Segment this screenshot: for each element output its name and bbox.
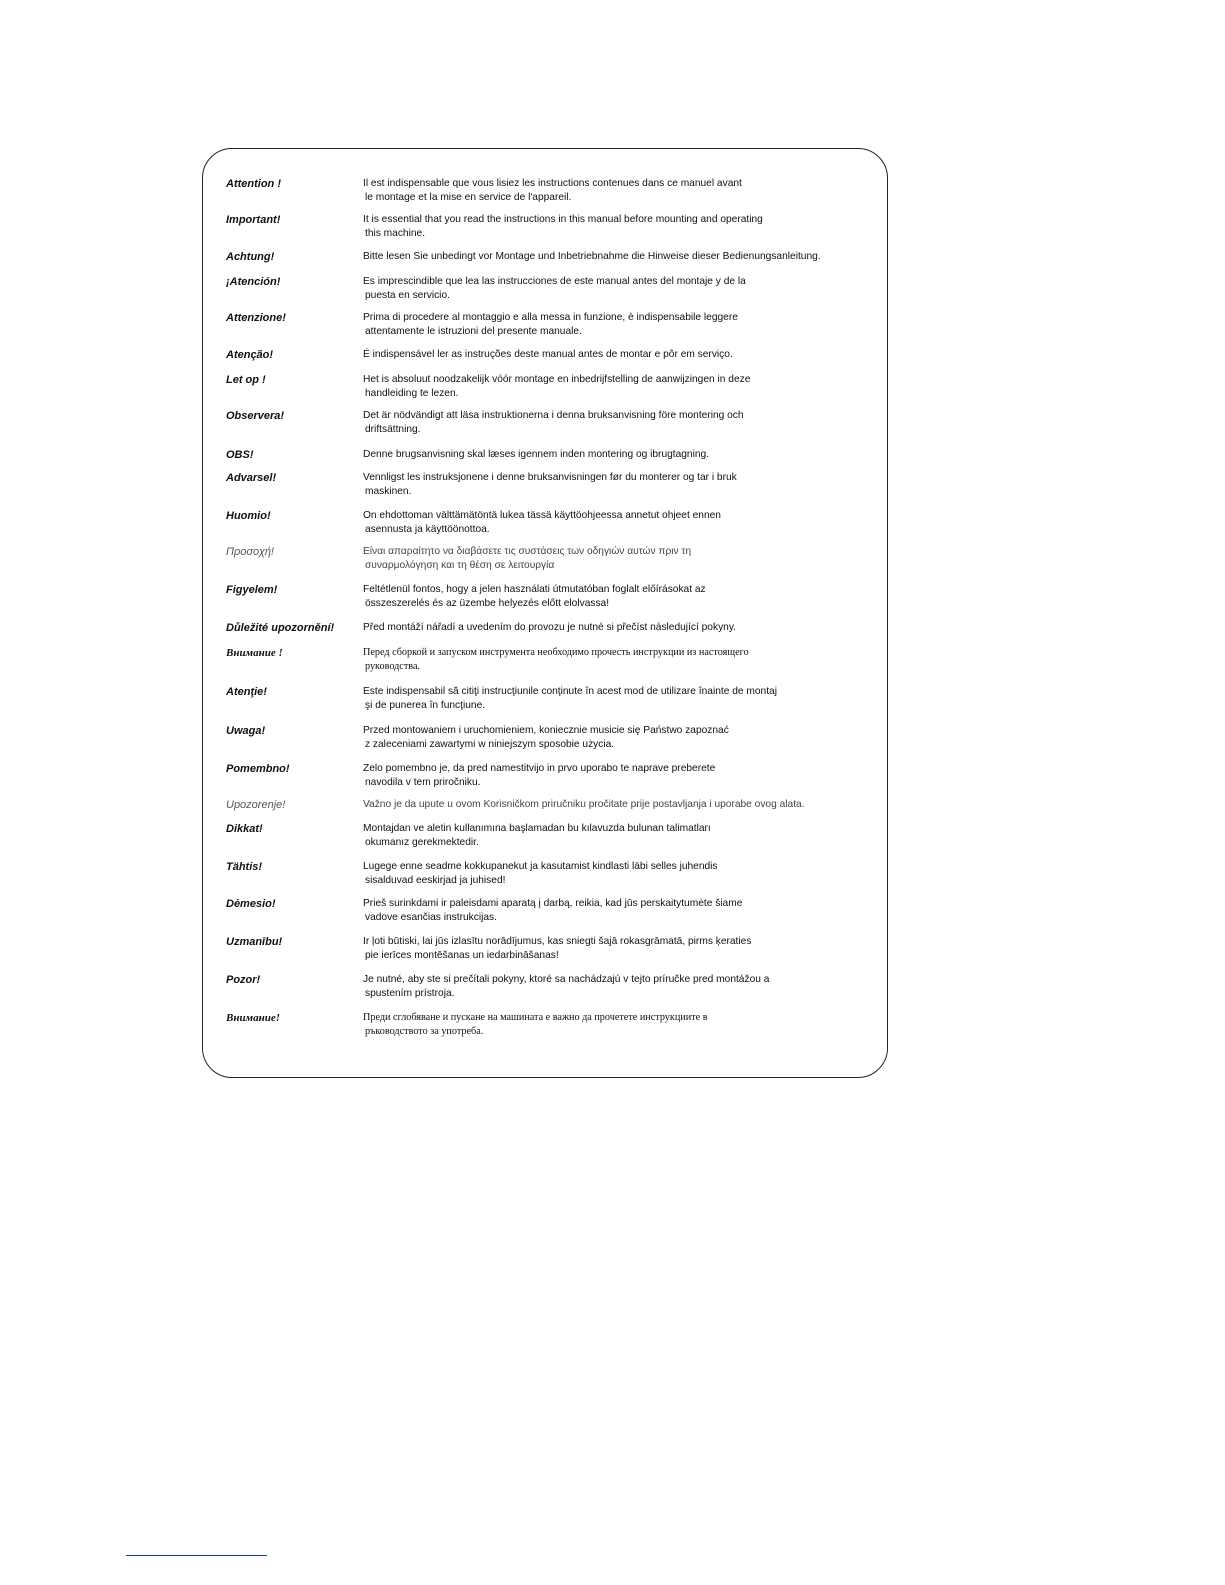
warning-label: Attention ! (226, 178, 281, 190)
warning-text (363, 373, 873, 401)
warning-text-line: Είναι απαραίτητο να διαβάσετε τις συστάσεις των οδηγιών αυτών πριν τη (363, 546, 692, 557)
warning-text-line: asennusta ja käyttöönottoa. (365, 524, 490, 535)
warning-text-line: Denne brugsanvisning skal læses igennem inden montering og ibrugtagning. (363, 449, 710, 460)
warning-label: Uzmanību! (226, 936, 283, 948)
warning-text (363, 471, 873, 499)
warning-text (363, 177, 873, 205)
warning-text-line: vadove esančias instrukcijas. (365, 912, 497, 923)
warning-label: Uwaga! (226, 725, 266, 737)
warning-text (363, 973, 873, 1001)
warning-text-line: navodila v tem priročniku. (365, 777, 481, 788)
warning-text-line: pie ierīces montēšanas un iedarbināšanas! (365, 950, 559, 961)
warning-label: Tähtis! (226, 861, 263, 873)
warning-text-line: Vennligst les instruksjonene i denne bruksanvisningen før du monterer og tar i bruk (363, 472, 737, 483)
warning-text-line: maskinen. (365, 486, 412, 497)
warning-text (363, 509, 873, 537)
warning-label: OBS! (226, 449, 254, 461)
warning-label: Observera! (226, 410, 285, 422)
warning-text-line: le montage et la mise en service de l'appareil. (365, 192, 572, 203)
warning-text-line: On ehdottoman välttämätöntä lukea tässä käyttöohjeessa annetut ohjeet ennen (363, 510, 721, 521)
warning-label: Důležité upozornění! (226, 622, 335, 634)
warning-text-line: spustením prístroja. (365, 988, 455, 999)
warning-text (363, 448, 873, 462)
warning-text-line: Det är nödvändigt att läsa instruktionerna i denna bruksanvisning före montering och (363, 410, 744, 421)
warning-text (363, 250, 873, 264)
warning-label: Внимание! (226, 1012, 280, 1024)
warning-text-line: összeszerelés és az üzembe helyezés előtt elolvassa! (365, 598, 610, 609)
warning-text (363, 724, 873, 752)
warning-text-line: Prima di procedere al montaggio e alla messa in funzione, è indispensabile leggere (363, 312, 738, 323)
warning-text (363, 348, 873, 362)
warning-text (363, 1011, 873, 1039)
warning-text-line: ръководството за употреба. (365, 1026, 484, 1037)
warning-text-line: Bitte lesen Sie unbedingt vor Montage und Inbetriebnahme die Hinweise dieser Bedienungsanleitung. (363, 251, 821, 262)
warning-text (363, 275, 873, 303)
warning-text-line: É indispensável ler as instruções deste manual antes de montar e pôr em serviço. (363, 349, 733, 360)
warning-text-line: Ir ļoti būtiski, lai jūs izlasītu norādījumus, kas sniegti šajā rokasgrāmatā, pirms ķeraties (363, 936, 752, 947)
warning-text (363, 409, 873, 437)
warning-text-line: Montajdan ve aletin kullanımına başlamadan bu kılavuzda bulunan talimatları (363, 823, 711, 834)
warning-text (363, 621, 873, 635)
warning-text-line: z zaleceniami zawartymi w niniejszym sposobie użycia. (365, 739, 615, 750)
warning-text-line: Перед сборкой и запуском инструмента необходимо прочесть инструкции из настоящего (363, 647, 749, 658)
warning-label: Let op ! (226, 374, 266, 386)
warning-text-line: Je nutné, aby ste si prečítali pokyny, ktoré sa nachádzajú v tejto príručke pred montážou a (363, 974, 770, 985)
warning-text (363, 583, 873, 611)
warning-label: Atenţie! (226, 686, 267, 698)
multilingual-warning-box (202, 148, 888, 1078)
warning-text (363, 822, 873, 850)
warning-text-line: Před montáží nářadí a uvedením do provozu je nutné si přečíst následující pokyny. (363, 622, 736, 633)
warning-label: Figyelem! (226, 584, 278, 596)
warning-text-line: It is essential that you read the instructions in this manual before mounting and operating (363, 214, 763, 225)
warning-label: Внимание ! (226, 647, 283, 659)
warning-text (363, 860, 873, 888)
warning-text (363, 685, 873, 713)
warning-label: ¡Atención! (226, 276, 281, 288)
warning-text (363, 646, 873, 674)
warning-text-line: attentamente le istruzioni del presente manuale. (365, 326, 582, 337)
footer-rule (126, 1555, 267, 1556)
warning-label: Pomembno! (226, 763, 290, 775)
warning-text-line: Prieš surinkdami ir paleisdami aparatą į darbą, reikia, kad jūs perskaitytumėte šiame (363, 898, 743, 909)
warning-text-line: Lugege enne seadme kokkupanekut ja kasutamist kindlasti läbi selles juhendis (363, 861, 718, 872)
warning-text-line: συναρμολόγηση και τη θέση σε λειτουργία (365, 560, 555, 571)
warning-label: Atenção! (226, 349, 274, 361)
warning-text-line: sisalduvad eeskirjad ja juhised! (365, 875, 506, 886)
warning-text-line: Il est indispensable que vous lisiez les instructions contenues dans ce manuel avant (363, 178, 742, 189)
warning-text-line: şi de punerea în funcţiune. (365, 700, 486, 711)
warning-text-line: puesta en servicio. (365, 290, 450, 301)
warning-text (363, 311, 873, 339)
warning-text-line: okumanız gerekmektedir. (365, 837, 479, 848)
warning-text-line: Zelo pomembno je, da pred namestitvijo in prvo uporabo te naprave preberete (363, 763, 716, 774)
warning-label: Προσοχή! (226, 546, 274, 558)
warning-text-line: Het is absoluut noodzakelijk vóór montage en inbedrijfstelling de aanwijzingen in deze (363, 374, 751, 385)
warning-text-line: Przed montowaniem i uruchomieniem, koniecznie musicie się Państwo zapoznać (363, 725, 729, 736)
warning-text (363, 545, 873, 573)
warning-text (363, 213, 873, 241)
warning-text (363, 897, 873, 925)
warning-text-line: Važno je da upute u ovom Korisničkom priručniku pročitate prije postavljanja i uporabe ovog alata. (363, 799, 805, 810)
warning-text (363, 935, 873, 963)
warning-text-line: handleiding te lezen. (365, 388, 459, 399)
warning-label: Dėmesio! (226, 898, 276, 910)
warning-label: Important! (226, 214, 281, 226)
warning-label: Advarsel! (226, 472, 277, 484)
warning-text (363, 798, 873, 812)
warning-label: Attenzione! (226, 312, 286, 324)
warning-text-line: this machine. (365, 228, 426, 239)
warning-text-line: руководства. (365, 661, 421, 672)
warning-text (363, 762, 873, 790)
warning-text-line: Преди сглобяване и пускане на машината е важно да прочетете инструкциите в (363, 1012, 708, 1023)
warning-text-line: driftsättning. (365, 424, 421, 435)
warning-text-line: Este indispensabil să citiţi instrucţiunile conţinute în acest mod de utilizare înainte de montaj (363, 686, 777, 697)
warning-label: Pozor! (226, 974, 261, 986)
warning-label: Huomio! (226, 510, 271, 522)
warning-text-line: Es imprescindible que lea las instrucciones de este manual antes del montaje y de la (363, 276, 746, 287)
warning-label: Dikkat! (226, 823, 263, 835)
warning-label: Upozorenje! (226, 799, 286, 811)
warning-text-line: Feltétlenül fontos, hogy a jelen használati útmutatóban foglalt előírásokat az (363, 584, 706, 595)
warning-label: Achtung! (226, 251, 275, 263)
